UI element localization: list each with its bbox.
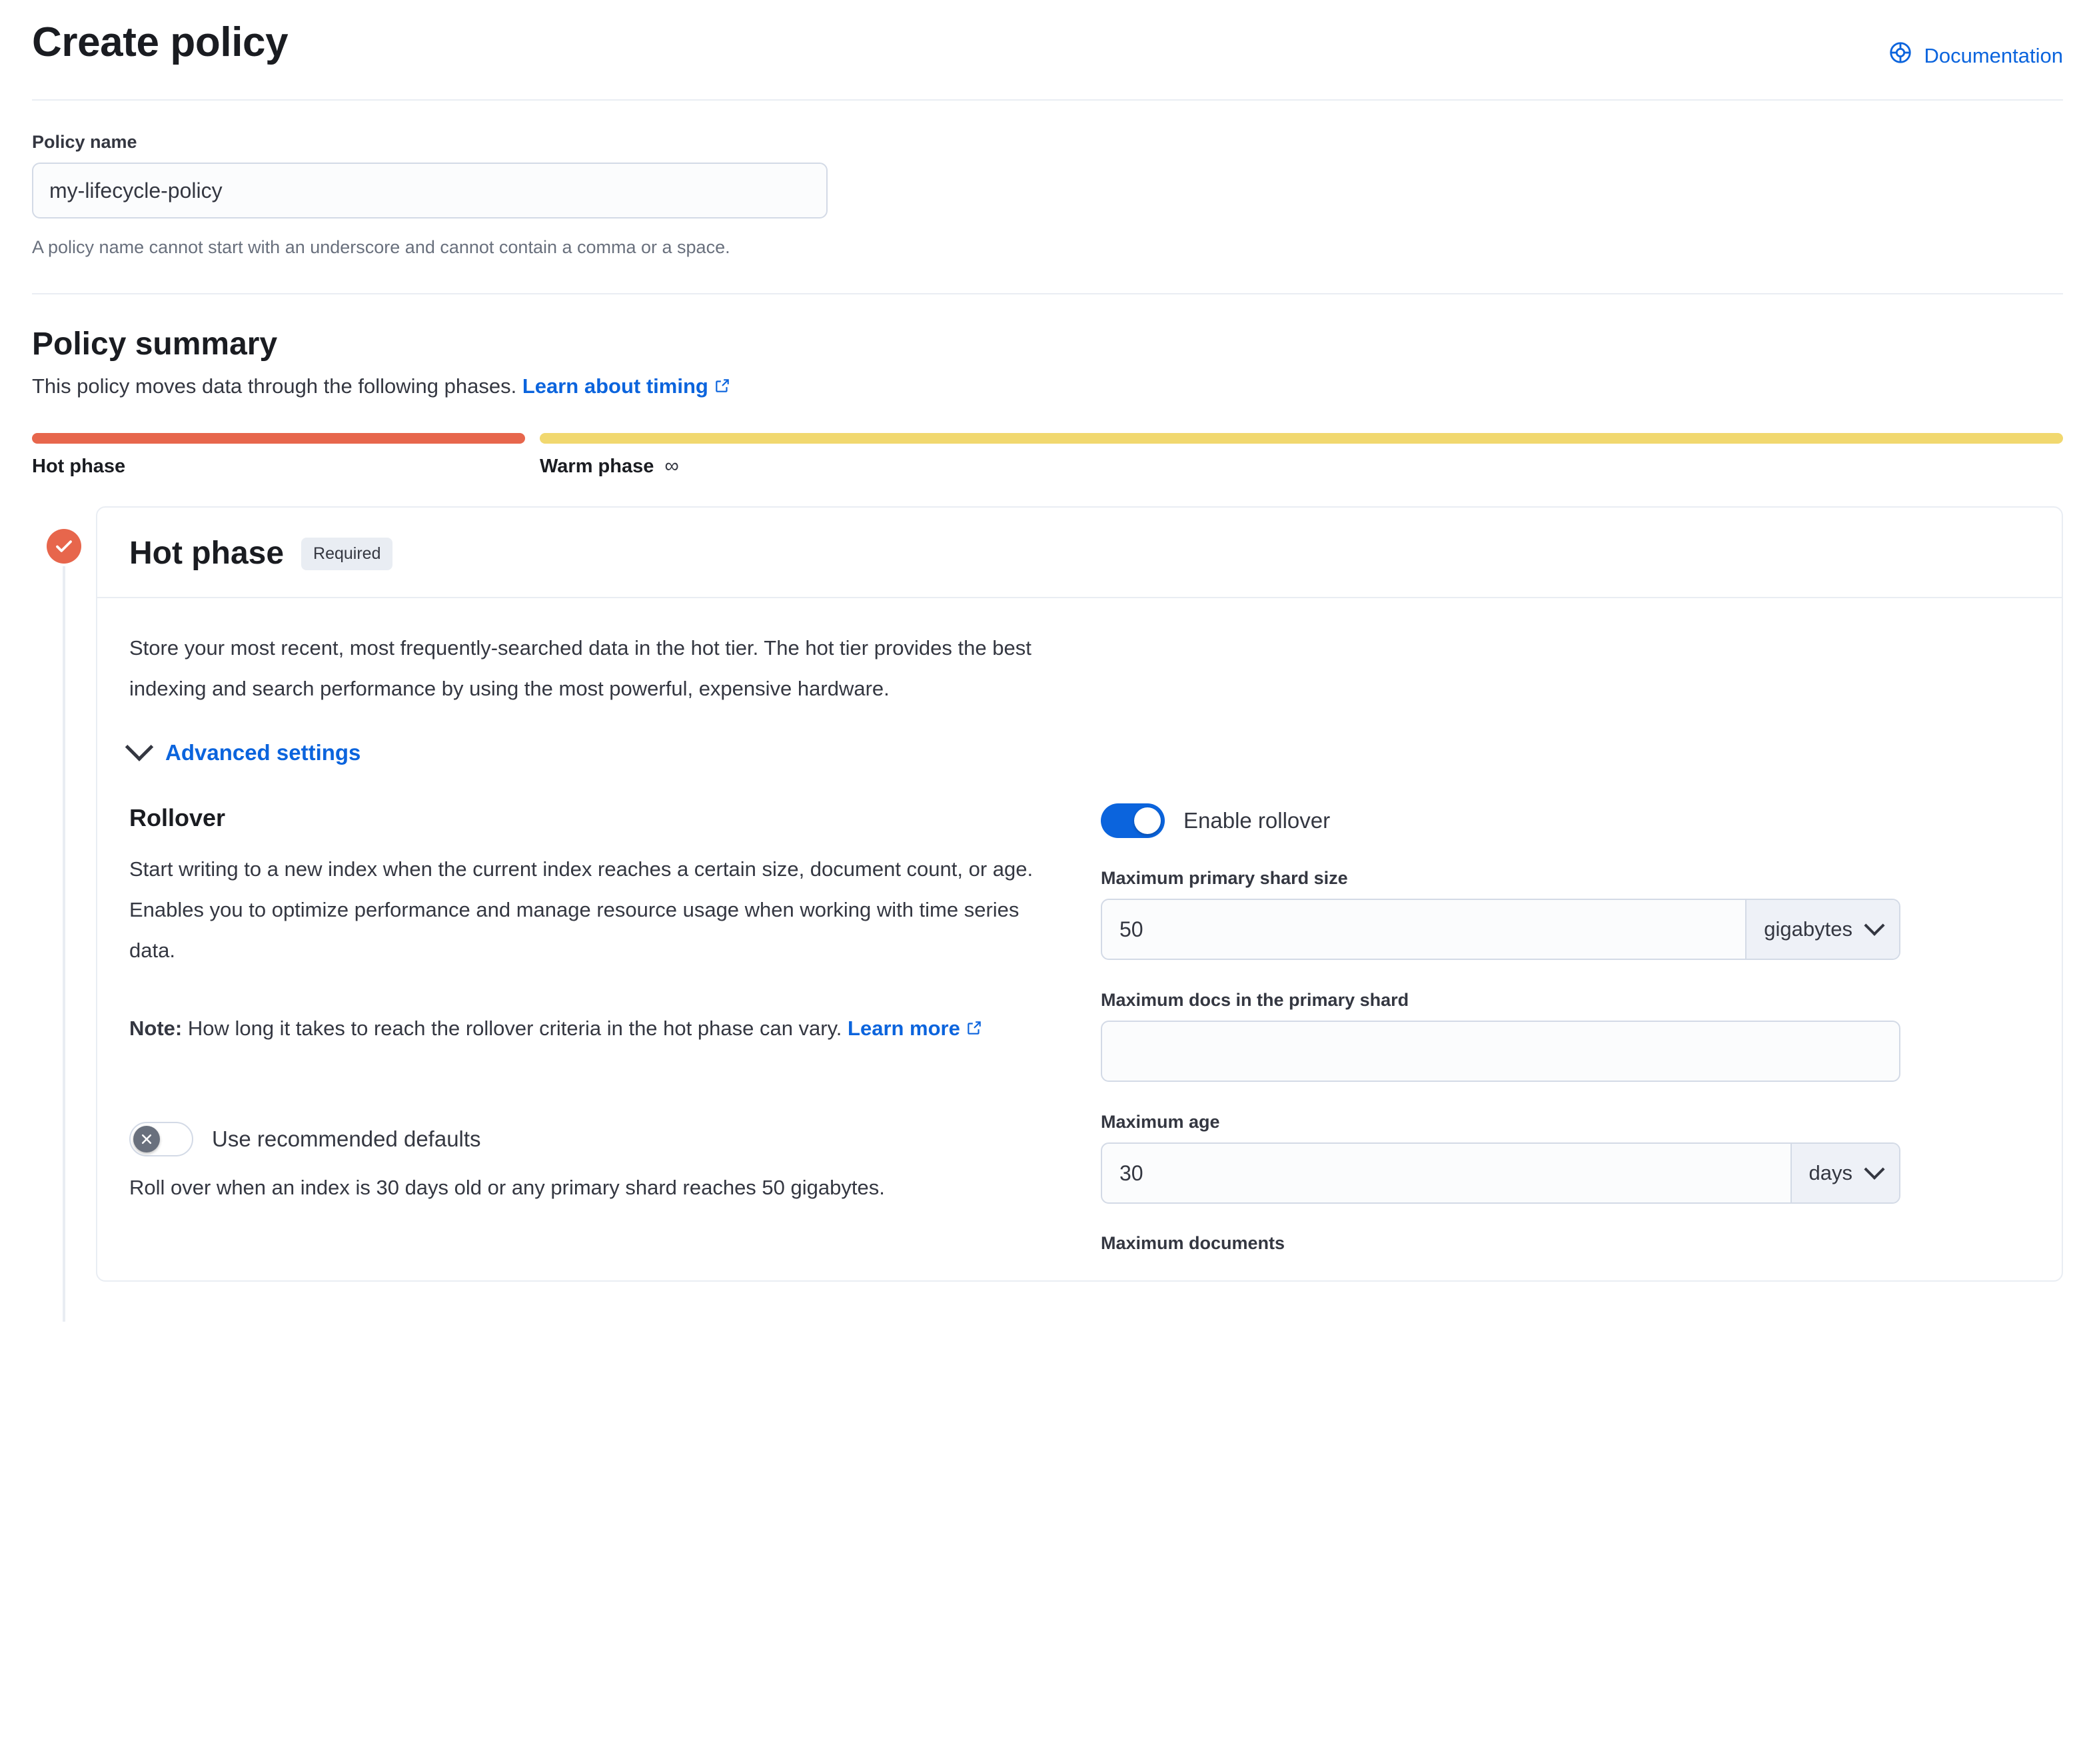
chevron-down-icon [1864,1159,1884,1180]
timeline-bar-warm [540,433,2063,444]
policy-name-input[interactable] [32,163,828,219]
phase-timeline [32,433,2063,444]
enable-rollover-row [1101,803,1900,838]
enable-rollover-toggle[interactable] [1101,803,1165,838]
policy-summary-title: Policy summary [32,326,278,362]
max-age-unit-select[interactable] [1790,1144,1899,1202]
rollover-title: Rollover [129,804,226,831]
phase-rail-line [63,566,65,1322]
unit-label: gigabytes [1764,917,1852,941]
rollover-right-column [1101,803,1900,1254]
hot-phase-title: Hot phase [129,536,285,571]
rollover-note-text: How long it takes to reach the rollover criteria in the hot phase can vary. [182,1017,848,1040]
external-link-icon [714,374,731,401]
hot-phase-body [97,598,2062,1280]
max-age-group [1101,1142,1900,1204]
toggle-knob [1134,807,1161,834]
phase-rail [32,506,96,1282]
timeline-label-hot: Hot phase [32,456,126,477]
max-age-field [1101,1111,1900,1204]
timeline-label-warm: Warm phase [540,456,654,477]
learn-more-link[interactable]: Learn more [848,1017,960,1040]
use-recommended-defaults-label: Use recommended defaults [212,1126,481,1151]
max-age-label: Maximum age [1101,1112,1220,1132]
policy-name-label: Policy name [32,132,137,152]
policy-name-help: A policy name cannot start with an underscore and cannot contain a comma or a space. [32,237,730,257]
max-primary-shard-size-input[interactable] [1102,900,1745,959]
chevron-down-icon [125,733,153,761]
phase-timeline-labels [32,454,2063,478]
advanced-settings-toggle[interactable] [129,739,442,766]
summary-description-text: This policy moves data through the following phases. [32,374,517,398]
page-header [32,0,2063,71]
rollover-left-column [129,803,1049,1254]
max-primary-shard-size-label: Maximum primary shard size [1101,868,1348,888]
rollover-description: Start writing to a new index when the current index reaches a certain size, document count, or age. Enables you to optimize performance and manage resource usage when working with time series data. [129,857,1034,962]
use-recommended-defaults-description: Roll over when an index is 30 days old or any primary shard reaches 50 gigabytes. [129,1176,885,1199]
max-primary-shard-size-unit-select[interactable] [1745,900,1899,959]
policy-name-section [32,101,2063,264]
check-circle-icon [47,529,81,564]
documentation-link[interactable] [1888,17,2063,71]
status-badge: Required [301,538,392,570]
policy-summary-description [32,373,2063,401]
use-defaults-block [129,1122,1049,1208]
learn-about-timing-link[interactable]: Learn about timing [522,374,708,398]
external-link-icon [966,1009,983,1050]
hot-phase-panel [96,506,2063,1282]
use-recommended-defaults-toggle[interactable] [129,1122,193,1156]
max-primary-shard-size-field [1101,867,1900,960]
infinity-icon: ∞ [664,455,678,477]
page-title: Create policy [32,19,289,65]
rollover-note [129,1008,1049,1050]
toggle-knob [133,1126,160,1152]
enable-rollover-label: Enable rollover [1183,808,1331,833]
chevron-down-icon [1864,915,1884,936]
advanced-settings-label: Advanced settings [165,740,361,765]
max-documents-label: Maximum documents [1101,1233,1285,1253]
hot-phase-description: Store your most recent, most frequently-searched data in the hot tier. The hot tier provides the best indexing and search performance by using the most powerful, expensive hardware. [129,636,1032,700]
max-docs-primary-shard-input[interactable] [1101,1021,1900,1082]
timeline-label-warm-group [540,454,678,478]
rollover-section [129,803,2030,1280]
timeline-bar-hot [32,433,525,444]
hot-phase-section [32,506,2063,1282]
policy-name-divider [32,293,2063,294]
rollover-note-prefix: Note: [129,1017,183,1040]
hot-phase-header [97,508,2062,598]
max-age-input[interactable] [1102,1144,1790,1202]
max-primary-shard-size-group [1101,899,1900,960]
max-docs-primary-shard-field [1101,989,1900,1082]
max-docs-primary-shard-label: Maximum docs in the primary shard [1101,990,1409,1010]
policy-summary-section [32,325,2063,478]
help-circle-icon [1888,40,1913,71]
use-defaults-row [129,1122,1049,1156]
unit-label: days [1808,1161,1852,1184]
documentation-label: Documentation [1924,43,2063,67]
